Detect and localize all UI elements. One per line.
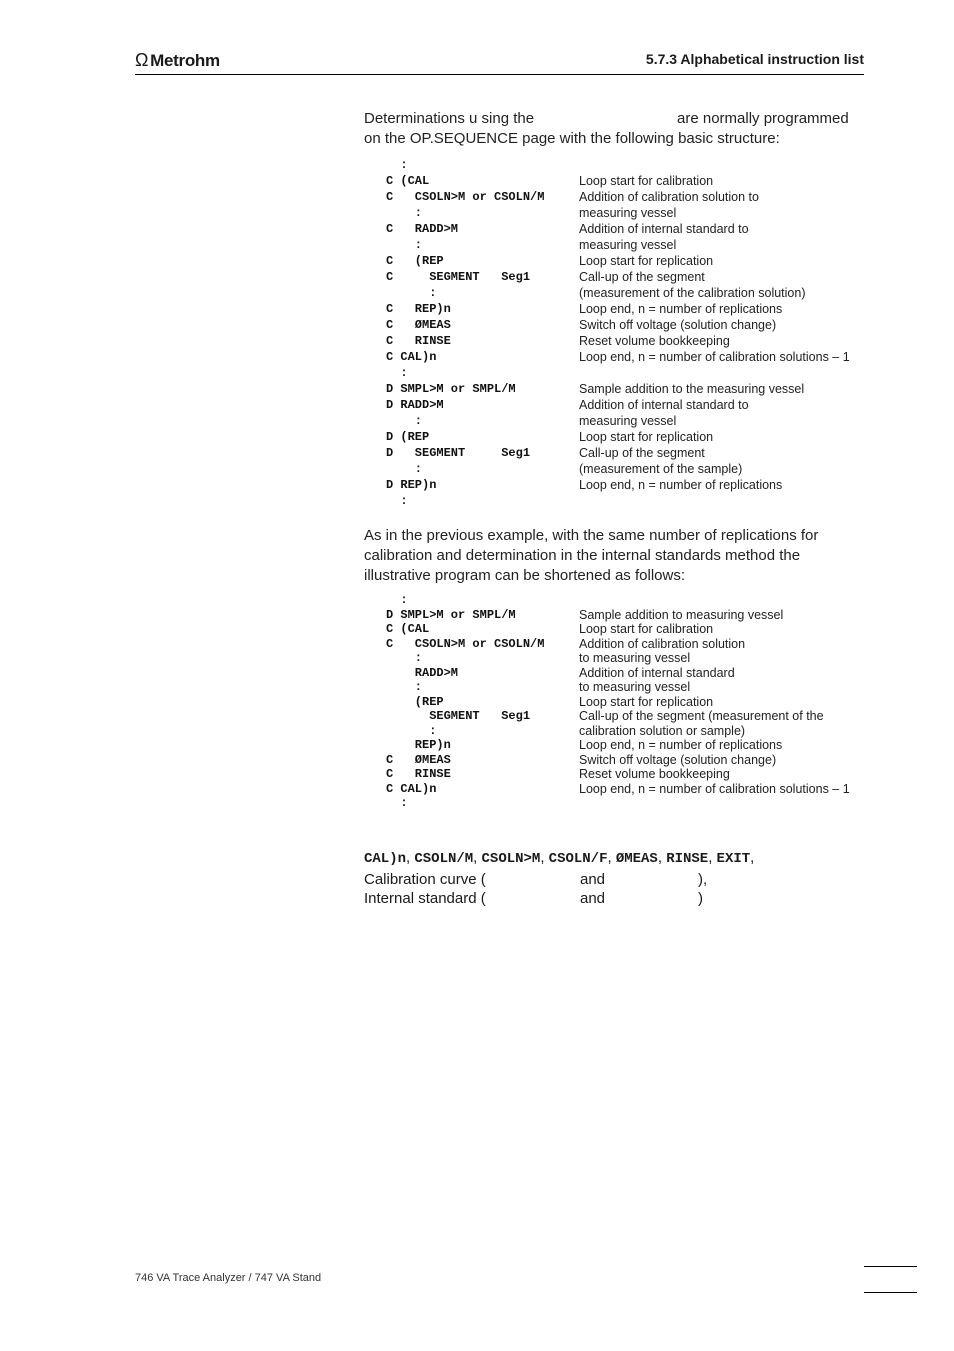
- code-instruction: C CAL)n: [386, 350, 437, 364]
- intro-text-1: Determinations u sing the: [364, 110, 535, 127]
- code-instruction: C ØMEAS: [386, 752, 451, 767]
- code-row: [386, 651, 866, 666]
- code-instruction: RADD>M: [386, 665, 459, 680]
- middle-line-1: As in the previous example, with the same number of replications for: [364, 527, 819, 544]
- code-description: Addition of calibration solution: [579, 636, 746, 651]
- code-description: Call-up of the segment: [579, 446, 705, 460]
- code-instruction: :: [386, 158, 408, 172]
- section-title: 5.7.3 Alphabetical instruction list: [645, 51, 864, 67]
- calibration-curve-ref: [364, 870, 864, 890]
- separator: ,: [607, 849, 612, 866]
- code-instruction: D RADD>M: [386, 398, 444, 412]
- code-instruction: C CSOLN>M or CSOLN/M: [386, 190, 545, 204]
- code-description: to measuring vessel: [579, 680, 691, 694]
- footer-rule-top: [864, 1266, 917, 1267]
- code-block-short: [386, 593, 866, 811]
- int-std-label: Internal standard (: [364, 890, 486, 907]
- code-instruction: :: [386, 462, 423, 476]
- code-description: Addition of calibration solution to: [579, 190, 759, 204]
- code-row: [386, 666, 866, 681]
- code-instruction: C SEGMENT Seg1: [386, 270, 531, 284]
- code-row: [386, 189, 866, 205]
- middle-paragraph: [364, 526, 864, 586]
- code-row: [386, 461, 866, 477]
- code-row: [386, 622, 866, 637]
- code-row: [386, 608, 866, 623]
- intro-text-2: are normally programmed: [677, 110, 849, 127]
- code-description: measuring vessel: [579, 414, 677, 428]
- code-row: [386, 397, 866, 413]
- separator: ,: [406, 849, 411, 866]
- code-row: [386, 782, 866, 797]
- code-row: [386, 429, 866, 445]
- cal-curve-close: ),: [698, 870, 708, 888]
- code-description: measuring vessel: [579, 238, 677, 252]
- code-description: Reset volume bookkeeping: [579, 767, 730, 781]
- code-row: [386, 285, 866, 301]
- code-description: calibration solution or sample): [579, 723, 746, 738]
- cal-curve-label: Calibration curve (: [364, 870, 486, 888]
- code-instruction: :: [386, 680, 423, 694]
- code-description: (measurement of the sample): [579, 462, 743, 476]
- brand-name: Metrohm: [150, 50, 220, 70]
- code-description: (measurement of the calibration solution): [579, 286, 806, 300]
- code-row: [386, 709, 866, 724]
- code-instruction: C CSOLN>M or CSOLN/M: [386, 636, 545, 651]
- code-instruction: C (CAL: [386, 622, 430, 636]
- instruction-link: ØMEAS: [615, 851, 658, 867]
- code-instruction: :: [386, 651, 423, 665]
- code-instruction: D SEGMENT Seg1: [386, 446, 531, 460]
- separator: ,: [473, 849, 478, 866]
- code-description: Call-up of the segment: [579, 270, 705, 284]
- code-instruction: D REP)n: [386, 478, 437, 492]
- code-instruction: :: [386, 286, 437, 300]
- instruction-link: CSOLN/F: [548, 851, 608, 867]
- code-row: [386, 301, 866, 317]
- code-row: [386, 593, 866, 608]
- intro-paragraph: [364, 109, 864, 149]
- code-description: to measuring vessel: [579, 651, 691, 665]
- int-std-close: ): [698, 890, 703, 907]
- code-row: [386, 221, 866, 237]
- code-row: [386, 445, 866, 461]
- code-instruction: C RADD>M: [386, 222, 459, 236]
- code-description: Loop end, n = number of calibration solutions – 1: [579, 350, 850, 364]
- code-row: [386, 753, 866, 768]
- instruction-link: CSOLN>M: [481, 851, 541, 867]
- code-row: [386, 767, 866, 782]
- code-instruction: REP)n: [386, 738, 451, 752]
- code-description: measuring vessel: [579, 206, 677, 220]
- code-instruction: :: [386, 238, 423, 252]
- internal-standard-ref: [364, 889, 864, 909]
- code-instruction: :: [386, 414, 423, 428]
- code-instruction: C (CAL: [386, 174, 430, 188]
- code-row: [386, 796, 866, 811]
- middle-line-3: illustrative program can be shortened as follows:: [364, 567, 685, 584]
- code-row: [386, 237, 866, 253]
- code-description: Loop start for calibration: [579, 174, 714, 188]
- code-row: [386, 381, 866, 397]
- code-description: Loop start for replication: [579, 430, 714, 444]
- code-instruction: C RINSE: [386, 767, 451, 781]
- code-row: [386, 157, 866, 173]
- middle-line-2: calibration and determination in the internal standards method the: [364, 547, 801, 564]
- code-instruction: :: [386, 593, 408, 607]
- code-row: [386, 413, 866, 429]
- see-also-section: [364, 848, 864, 909]
- code-instruction: D SMPL>M or SMPL/M: [386, 607, 516, 622]
- code-description: Addition of internal standard to: [579, 398, 749, 412]
- code-description: Loop start for calibration: [579, 622, 714, 636]
- code-instruction: C CAL)n: [386, 781, 437, 796]
- code-instruction: :: [386, 796, 408, 810]
- code-description: Loop end, n = number of replications: [579, 302, 783, 316]
- separator: ,: [750, 849, 755, 866]
- instruction-link: EXIT: [716, 851, 751, 867]
- code-row: [386, 365, 866, 381]
- code-description: Loop end, n = number of calibration solutions – 1: [579, 781, 850, 796]
- instruction-link: CAL)n: [364, 851, 407, 867]
- code-row: [386, 738, 866, 753]
- code-instruction: :: [386, 206, 423, 220]
- code-description: Loop start for replication: [579, 254, 714, 268]
- code-instruction: C REP)n: [386, 302, 451, 316]
- separator: ,: [708, 849, 713, 866]
- code-description: Addition of internal standard to: [579, 222, 749, 236]
- code-description: Loop end, n = number of replications: [579, 478, 783, 492]
- code-instruction: (REP: [386, 694, 444, 709]
- code-instruction: C (REP: [386, 254, 444, 268]
- code-description: Sample addition to the measuring vessel: [579, 382, 805, 396]
- int-std-and: and: [580, 890, 606, 907]
- code-row: [386, 637, 866, 652]
- code-instruction: D (REP: [386, 430, 430, 444]
- code-description: Switch off voltage (solution change): [579, 752, 777, 767]
- code-description: Switch off voltage (solution change): [579, 318, 777, 332]
- instruction-list: [364, 848, 864, 870]
- code-description: Loop start for replication: [579, 694, 714, 709]
- code-row: [386, 205, 866, 221]
- footer-product: 746 VA Trace Analyzer / 747 VA Stand: [135, 1272, 322, 1284]
- code-row: [386, 680, 866, 695]
- code-row: [386, 269, 866, 285]
- code-row: [386, 477, 866, 493]
- code-row: [386, 333, 866, 349]
- code-description: Addition of internal standard: [579, 665, 735, 680]
- code-row: [386, 173, 866, 189]
- code-row: [386, 493, 866, 509]
- code-instruction: SEGMENT Seg1: [386, 709, 531, 723]
- cal-curve-and: and: [580, 870, 606, 888]
- instruction-link: RINSE: [666, 851, 709, 867]
- code-block-full: [386, 157, 866, 509]
- code-instruction: :: [386, 366, 408, 380]
- code-row: [386, 724, 866, 739]
- intro-text-3: on the OP.SEQUENCE page with the following basic structure:: [364, 130, 780, 147]
- code-description: Reset volume bookkeeping: [579, 334, 730, 348]
- page-header: [135, 48, 864, 75]
- omega-logo-icon: Ω: [135, 50, 149, 70]
- code-row: [386, 349, 866, 365]
- code-row: [386, 695, 866, 710]
- code-description: Sample addition to measuring vessel: [579, 607, 784, 622]
- code-description: Call-up of the segment (measurement of the: [579, 709, 824, 723]
- instruction-link: CSOLN/M: [414, 851, 474, 867]
- footer-rule-bottom: [864, 1292, 917, 1293]
- code-instruction: :: [386, 494, 408, 508]
- separator: ,: [540, 849, 545, 866]
- code-row: [386, 317, 866, 333]
- code-instruction: C RINSE: [386, 334, 451, 348]
- code-instruction: C ØMEAS: [386, 318, 451, 332]
- code-instruction: :: [386, 723, 437, 738]
- code-instruction: D SMPL>M or SMPL/M: [386, 382, 516, 396]
- metrohm-logo: [135, 50, 220, 71]
- code-description: Loop end, n = number of replications: [579, 738, 783, 752]
- separator: ,: [657, 849, 663, 866]
- code-row: [386, 253, 866, 269]
